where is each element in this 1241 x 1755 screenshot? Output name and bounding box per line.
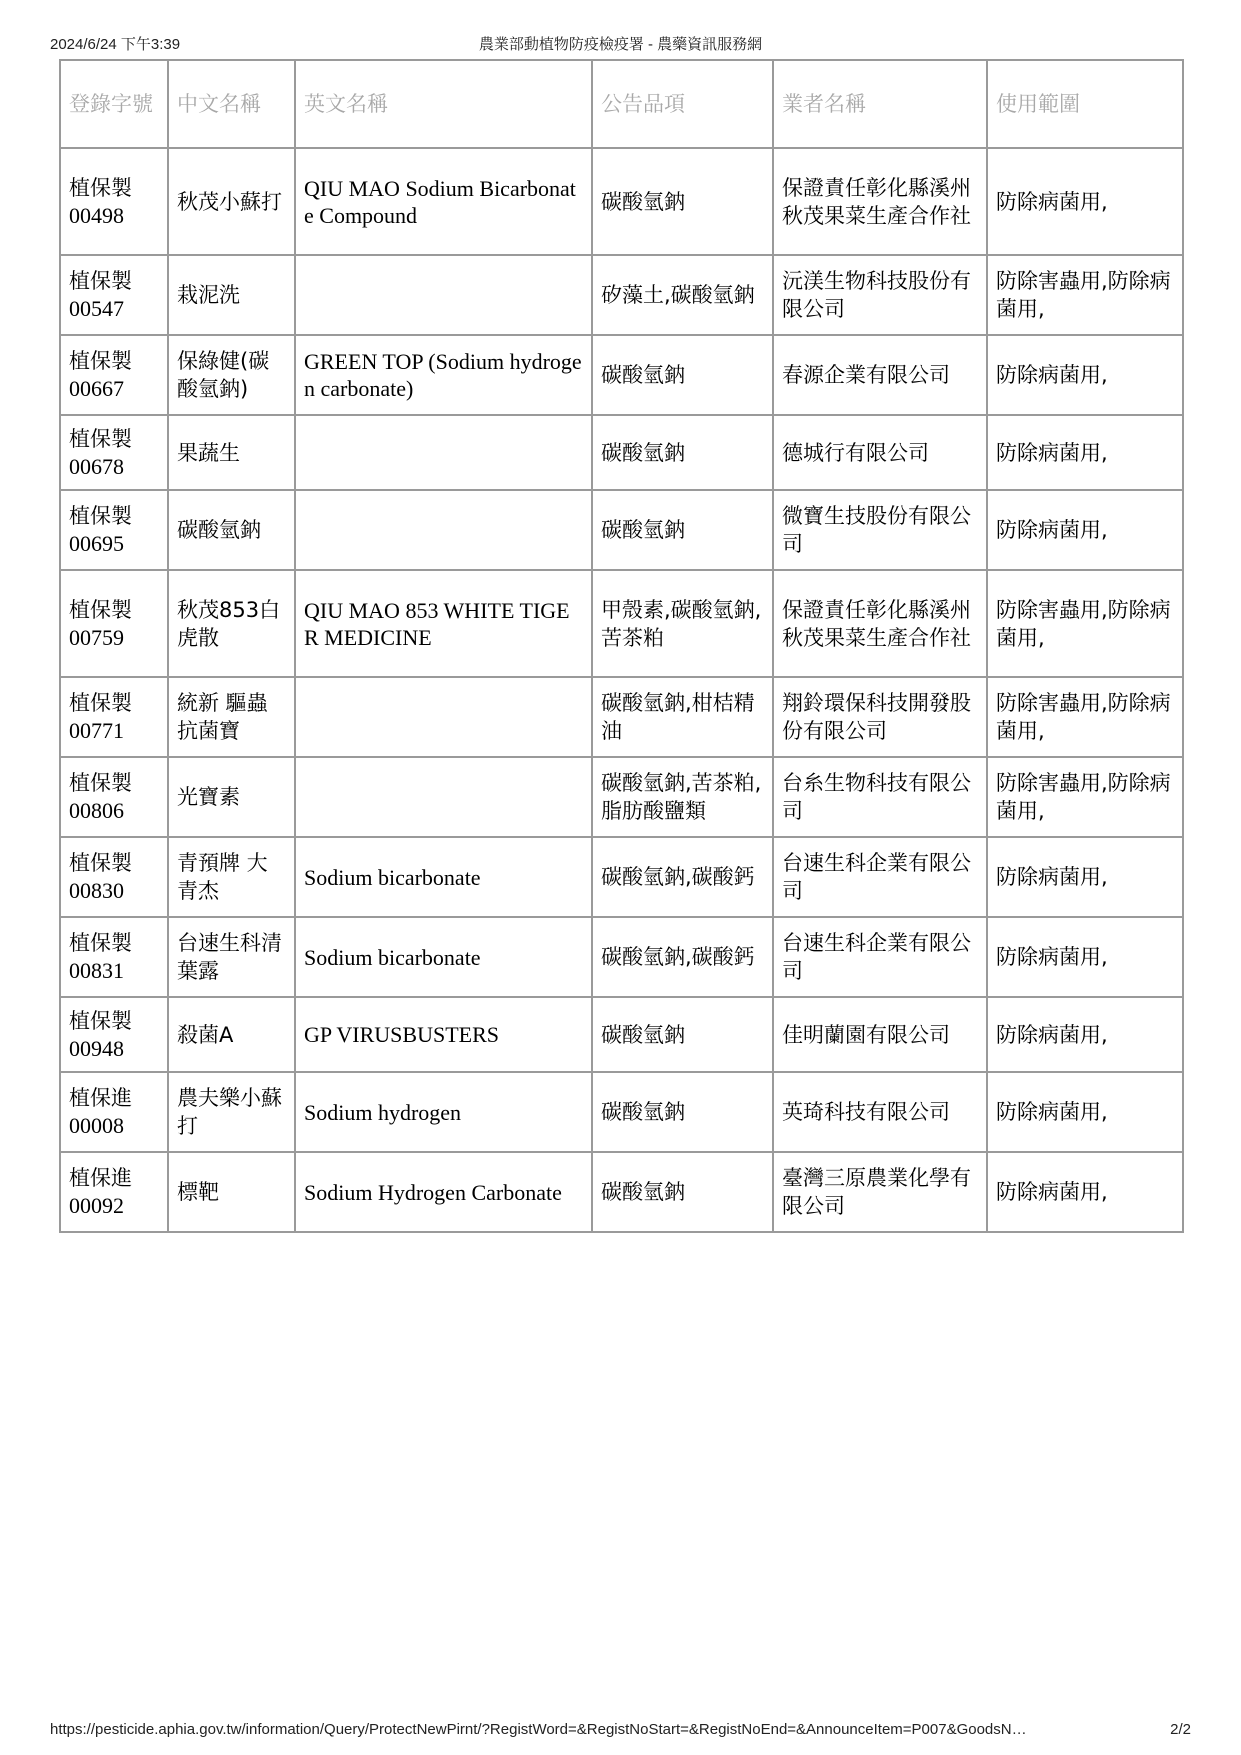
page-url: https://pesticide.aphia.gov.tw/information/Query/ProtectNewPirnt/?RegistWord=&RegistNoStart=&RegistNoEnd=&AnnounceItem=P007&GoodsN… (50, 1721, 1027, 1738)
cell-chinese-name: 標靶 (168, 1152, 295, 1232)
cell-registration-number (60, 677, 168, 757)
cell-chinese-name: 農夫樂小蘇打 (168, 1072, 295, 1152)
cell-company-name: 保證責任彰化縣溪州秋茂果菜生產合作社 (773, 570, 987, 677)
header-chinese-name: 中文名稱 (168, 60, 295, 148)
cell-english-name: GP VIRUSBUSTERS (295, 997, 592, 1072)
cell-announced-item: 碳酸氫鈉,碳酸鈣 (592, 837, 773, 917)
cell-registration-number (60, 1152, 168, 1232)
cell-chinese-name: 光寶素 (168, 757, 295, 837)
cell-usage-scope: 防除病菌用, (987, 335, 1183, 415)
cell-chinese-name: 果蔬生 (168, 415, 295, 490)
table-row (60, 148, 1183, 255)
cell-announced-item: 碳酸氫鈉 (592, 490, 773, 570)
table-row (60, 490, 1183, 570)
reg-number: 00695 (69, 531, 124, 556)
cell-registration-number (60, 415, 168, 490)
cell-usage-scope: 防除害蟲用,防除病菌用, (987, 757, 1183, 837)
cell-company-name: 翔鈴環保科技開發股份有限公司 (773, 677, 987, 757)
table-row (60, 677, 1183, 757)
cell-announced-item: 碳酸氫鈉,柑桔精油 (592, 677, 773, 757)
table-row (60, 1152, 1183, 1232)
cell-company-name: 佳明蘭園有限公司 (773, 997, 987, 1072)
cell-usage-scope: 防除害蟲用,防除病菌用, (987, 570, 1183, 677)
cell-company-name: 春源企業有限公司 (773, 335, 987, 415)
cell-company-name: 微寶生技股份有限公司 (773, 490, 987, 570)
cell-registration-number (60, 1072, 168, 1152)
table-row (60, 415, 1183, 490)
reg-prefix: 植保製 (69, 931, 132, 955)
cell-registration-number (60, 570, 168, 677)
reg-number: 00678 (69, 453, 124, 479)
print-header (50, 33, 1191, 53)
reg-number: 00759 (69, 624, 124, 650)
reg-number: 00498 (69, 202, 124, 228)
reg-prefix: 植保製 (69, 771, 132, 795)
cell-usage-scope: 防除病菌用, (987, 997, 1183, 1072)
reg-number: 00667 (69, 376, 124, 401)
cell-company-name: 台速生科企業有限公司 (773, 917, 987, 997)
reg-prefix: 植保進 (69, 1086, 132, 1110)
cell-announced-item: 碳酸氫鈉 (592, 148, 773, 255)
cell-usage-scope: 防除病菌用, (987, 917, 1183, 997)
cell-chinese-name: 秋茂小蘇打 (168, 148, 295, 255)
cell-english-name: QIU MAO Sodium Bicarbonate Compound (295, 148, 592, 255)
cell-chinese-name: 統新 驅蟲抗菌寶 (168, 677, 295, 757)
cell-usage-scope: 防除病菌用, (987, 148, 1183, 255)
table-row (60, 570, 1183, 677)
cell-english-name: Sodium bicarbonate (295, 917, 592, 997)
table-row (60, 335, 1183, 415)
reg-number: 00831 (69, 958, 124, 983)
cell-announced-item: 碳酸氫鈉 (592, 997, 773, 1072)
cell-chinese-name: 台速生科清葉露 (168, 917, 295, 997)
reg-number: 00806 (69, 798, 124, 823)
cell-usage-scope: 防除病菌用, (987, 490, 1183, 570)
cell-usage-scope: 防除病菌用, (987, 1072, 1183, 1152)
reg-number: 00948 (69, 1035, 124, 1061)
cell-registration-number (60, 757, 168, 837)
cell-english-name: GREEN TOP (Sodium hydrogen carbonate) (295, 335, 592, 415)
cell-usage-scope: 防除害蟲用,防除病菌用, (987, 677, 1183, 757)
cell-usage-scope: 防除病菌用, (987, 1152, 1183, 1232)
cell-announced-item: 碳酸氫鈉 (592, 1152, 773, 1232)
reg-prefix: 植保製 (69, 1008, 132, 1033)
header-english-name: 英文名稱 (295, 60, 592, 148)
cell-english-name: QIU MAO 853 WHITE TIGER MEDICINE (295, 570, 592, 677)
table-row (60, 837, 1183, 917)
cell-usage-scope: 防除害蟲用,防除病菌用, (987, 255, 1183, 335)
cell-announced-item: 碳酸氫鈉 (592, 335, 773, 415)
header-announced-item: 公告品項 (592, 60, 773, 148)
cell-company-name: 台速生科企業有限公司 (773, 837, 987, 917)
cell-announced-item: 碳酸氫鈉,碳酸鈣 (592, 917, 773, 997)
cell-company-name: 德城行有限公司 (773, 415, 987, 490)
table-row (60, 255, 1183, 335)
reg-prefix: 植保製 (69, 504, 132, 528)
print-footer (50, 1721, 1191, 1741)
cell-registration-number (60, 335, 168, 415)
reg-number: 00771 (69, 718, 124, 743)
reg-number: 00092 (69, 1193, 124, 1218)
cell-english-name: Sodium Hydrogen Carbonate (295, 1152, 592, 1232)
reg-prefix: 植保製 (69, 426, 132, 451)
page-title: 農業部動植物防疫檢疫署 - 農藥資訊服務網 (478, 36, 763, 53)
cell-chinese-name: 殺菌A (168, 997, 295, 1072)
table-row (60, 997, 1183, 1072)
header-usage-scope: 使用範圍 (987, 60, 1183, 148)
cell-announced-item: 碳酸氫鈉 (592, 1072, 773, 1152)
reg-prefix: 植保製 (69, 597, 132, 622)
cell-company-name: 臺灣三原農業化學有限公司 (773, 1152, 987, 1232)
cell-chinese-name: 秋茂853白虎散 (168, 570, 295, 677)
cell-registration-number (60, 148, 168, 255)
reg-prefix: 植保製 (69, 691, 132, 715)
cell-english-name: Sodium bicarbonate (295, 837, 592, 917)
print-datetime: 2024/6/24 下午3:39 (50, 36, 181, 53)
cell-chinese-name: 碳酸氫鈉 (168, 490, 295, 570)
reg-prefix: 植保製 (69, 175, 132, 200)
reg-prefix: 植保製 (69, 851, 132, 875)
table-row (60, 917, 1183, 997)
table-header-row (60, 60, 1183, 148)
reg-number: 00008 (69, 1113, 124, 1138)
table-row (60, 1072, 1183, 1152)
cell-registration-number (60, 997, 168, 1072)
cell-announced-item: 矽藻土,碳酸氫鈉 (592, 255, 773, 335)
cell-english-name (295, 490, 592, 570)
header-company-name: 業者名稱 (773, 60, 987, 148)
cell-english-name (295, 255, 592, 335)
pesticide-results-table (59, 59, 1184, 1233)
cell-english-name (295, 757, 592, 837)
cell-chinese-name: 保綠健(碳酸氫鈉) (168, 335, 295, 415)
cell-registration-number (60, 837, 168, 917)
cell-usage-scope: 防除病菌用, (987, 837, 1183, 917)
cell-english-name (295, 415, 592, 490)
cell-registration-number (60, 490, 168, 570)
reg-prefix: 植保進 (69, 1166, 132, 1190)
reg-number: 00830 (69, 878, 124, 903)
header-registration-number: 登錄字號 (60, 60, 168, 148)
cell-announced-item: 碳酸氫鈉,苦茶粕,脂肪酸鹽類 (592, 757, 773, 837)
cell-chinese-name: 栽泥洗 (168, 255, 295, 335)
cell-company-name: 保證責任彰化縣溪州秋茂果菜生產合作社 (773, 148, 987, 255)
table-row (60, 757, 1183, 837)
cell-usage-scope: 防除病菌用, (987, 415, 1183, 490)
reg-number: 00547 (69, 296, 124, 321)
cell-company-name: 沅渼生物科技股份有限公司 (773, 255, 987, 335)
page-indicator: 2/2 (1170, 1721, 1191, 1738)
cell-announced-item: 碳酸氫鈉 (592, 415, 773, 490)
cell-english-name: Sodium hydrogen (295, 1072, 592, 1152)
cell-company-name: 台糸生物科技有限公司 (773, 757, 987, 837)
cell-announced-item: 甲殼素,碳酸氫鈉,苦茶粕 (592, 570, 773, 677)
cell-english-name (295, 677, 592, 757)
cell-chinese-name: 青預牌 大青杰 (168, 837, 295, 917)
reg-prefix: 植保製 (69, 349, 132, 373)
cell-registration-number (60, 255, 168, 335)
reg-prefix: 植保製 (69, 269, 132, 293)
cell-registration-number (60, 917, 168, 997)
cell-company-name: 英琦科技有限公司 (773, 1072, 987, 1152)
